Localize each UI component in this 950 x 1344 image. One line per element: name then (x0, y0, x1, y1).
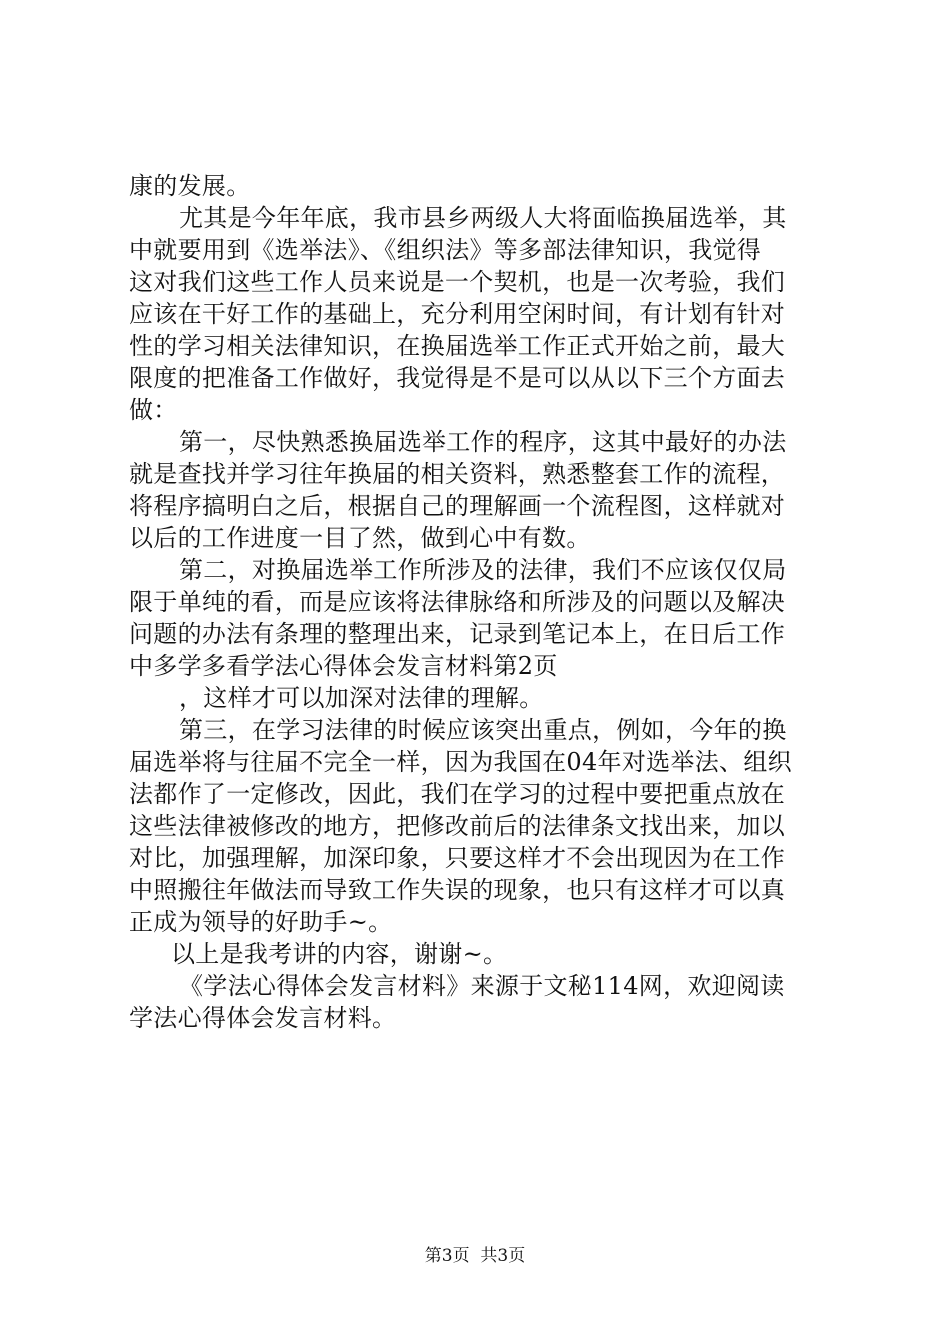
text-line: 这对我们这些工作人员来说是一个契机，也是一次考验，我们 (129, 268, 786, 296)
text-line: 学法心得体会发言材料。 (129, 1004, 397, 1032)
text-line: 以上是我考讲的内容，谢谢~。 (171, 940, 508, 968)
text-line: 中就要用到《选举法》、《组织法》等多部法律知识，我觉得 (129, 236, 762, 264)
text-line: 第二，对换届选举工作所涉及的法律，我们不应该仅仅局 (179, 556, 787, 584)
text-line: 第三，在学习法律的时候应该突出重点，例如，今年的换 (179, 716, 787, 744)
text-line: 尤其是今年年底，我市县乡两级人大将面临换届选举，其 (179, 204, 787, 232)
text-line: 将程序搞明白之后，根据自己的理解画一个流程图，这样就对 (129, 492, 786, 520)
text-line: 以后的工作进度一目了然，做到心中有数。 (129, 524, 591, 552)
document-body (129, 170, 829, 1034)
text-line: 康的发展。 (129, 172, 251, 200)
text-line: 第一，尽快熟悉换届选举工作的程序，这其中最好的办法 (179, 428, 787, 456)
text-line: ，这样才可以加深对法律的理解。 (179, 684, 544, 712)
text-line: 法都作了一定修改，因此，我们在学习的过程中要把重点放在 (129, 780, 786, 808)
text-line: 问题的办法有条理的整理出来，记录到笔记本上，在日后工作 (129, 620, 786, 648)
text-line: 中照搬往年做法而导致工作失误的现象，也只有这样才可以真 (129, 876, 786, 904)
text-line: 届选举将与往届不完全一样，因为我国在04年对选举法、组织 (129, 748, 792, 776)
text-line: 性的学习相关法律知识，在换届选举工作正式开始之前，最大 (129, 332, 786, 360)
page-number-label: 第3页 共3页 (424, 1246, 526, 1266)
text-line: 《学法心得体会发言材料》来源于文秘114网，欢迎阅读 (179, 972, 785, 1000)
text-line: 正成为领导的好助手~。 (129, 908, 393, 936)
text-line: 这些法律被修改的地方，把修改前后的法律条文找出来，加以 (129, 812, 786, 840)
text-line: 限于单纯的看，而是应该将法律脉络和所涉及的问题以及解决 (129, 588, 786, 616)
text-line: 应该在干好工作的基础上，充分利用空闲时间，有计划有针对 (129, 300, 786, 328)
text-line: 中多学多看学法心得体会发言材料第2页 (129, 652, 558, 680)
text-line: 做： (129, 396, 178, 424)
text-line: 限度的把准备工作做好，我觉得是不是可以从以下三个方面去 (129, 364, 786, 392)
text-line: 就是查找并学习往年换届的相关资料，熟悉整套工作的流程， (129, 460, 786, 488)
text-line: 对比，加强理解，加深印象，只要这样才不会出现因为在工作 (129, 844, 786, 872)
page-footer (0, 1245, 950, 1267)
